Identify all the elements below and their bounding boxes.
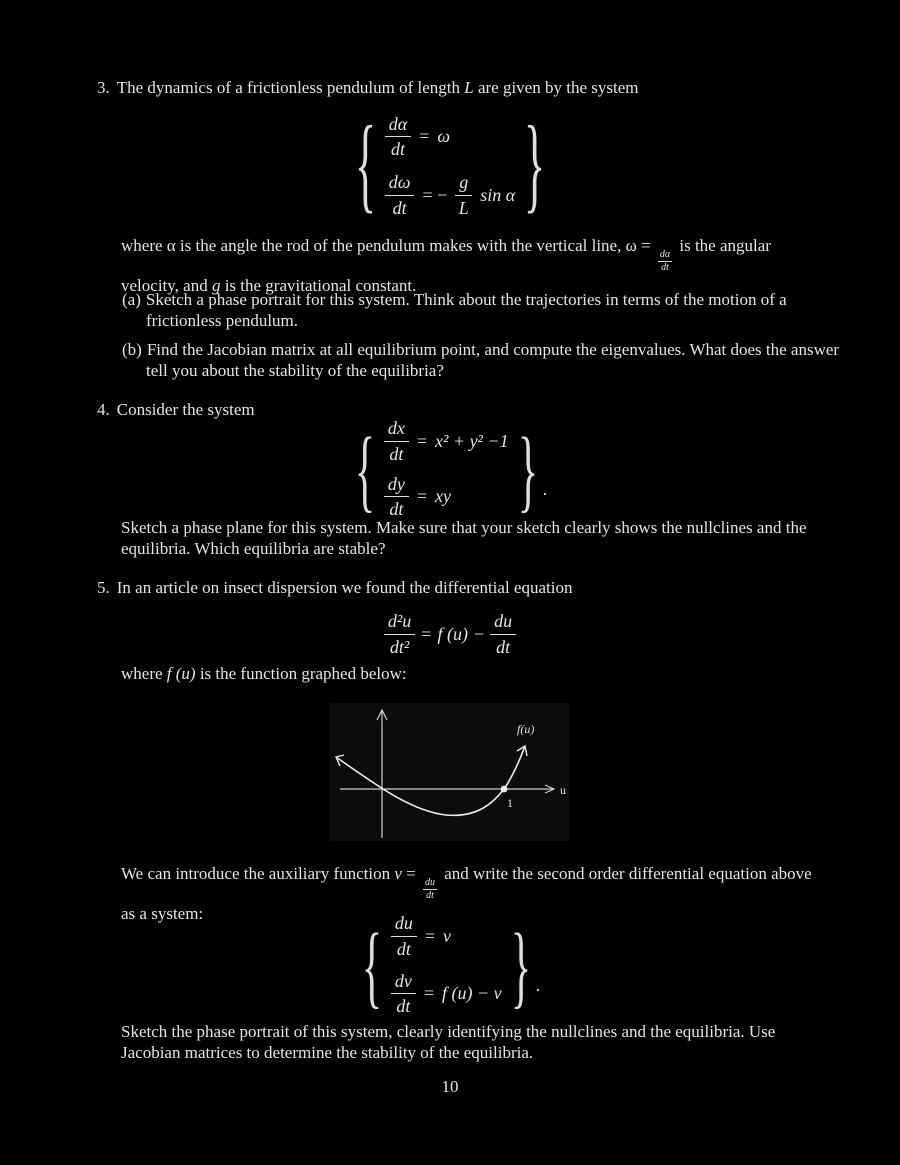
problem-5-where-line [121, 663, 721, 684]
equals-sign: = [416, 430, 428, 451]
where-f-text-2: is the function graphed below: [195, 664, 407, 683]
system-period: . [535, 974, 541, 995]
equation-dx-dt [384, 418, 509, 464]
left-brace: { [361, 913, 383, 1017]
var-g: g [211, 276, 221, 295]
equation-rows [391, 913, 502, 1017]
equation-rows [385, 114, 516, 219]
f-u-minus-v-term: f (u) − v [442, 983, 502, 1004]
equals-minus-sign: = − [422, 184, 448, 205]
root-point-label: 1 [507, 796, 513, 810]
left-brace: { [354, 106, 376, 224]
f-of-u: f (u) [166, 664, 196, 683]
f-u-graph [330, 703, 570, 841]
pendulum-equation-system [0, 106, 900, 224]
x-axis-label: u [560, 783, 566, 797]
f-of-u-term: f (u) [437, 623, 468, 644]
system-period: . [542, 478, 548, 499]
fraction-dx-dt: $\frac{dx}{dt}$ [384, 418, 409, 464]
equation-du-dt [391, 913, 502, 959]
problem-5-equation-system [0, 913, 900, 1017]
where-text-3: is the gravitational constant. [220, 276, 417, 295]
part-b-text: Find the Jacobian matrix at all equilibrium point, and compute the eigenvalues. What does the answer tell you about the stability of the equilibria? [146, 340, 840, 380]
root-point-marker [501, 786, 508, 793]
where-text-2: is the angular velocity, and [121, 236, 771, 295]
aux-equals: = [401, 864, 421, 883]
right-brace: } [517, 417, 538, 521]
equals-sign: = [424, 925, 436, 946]
part-a-text: Sketch a phase portrait for this system. Think about the trajectories in terms of the motion of a frictionless pendulum. [145, 290, 787, 330]
sin-alpha-term: sin α [480, 184, 516, 205]
fraction-dv-dt: $\frac{dv}{dt}$ [391, 971, 416, 1017]
fraction-dy-dt: $\frac{dy}{dt}$ [384, 474, 409, 520]
equals-sign: = [423, 983, 435, 1004]
var-L: L [464, 78, 474, 97]
problem-4-intro: Consider the system [116, 400, 255, 419]
problem-3-part-a [122, 289, 840, 331]
curve-label: f(u) [517, 722, 535, 736]
problem-3-intro-rest: are given by the system [473, 78, 639, 97]
fraction-du-dt: $\frac{du}{dt}$ [490, 611, 516, 657]
inline-fraction-du-dt: $\frac{du}{dt}$ [425, 877, 436, 901]
equation-dalpha-dt [385, 114, 516, 160]
problem-5-intro: In an article on insect dispersion we found the differential equation [116, 578, 573, 597]
minus-sign: − [473, 623, 485, 644]
aux-text-1: We can introduce the auxiliary function [121, 864, 395, 883]
equation-dv-dt [391, 971, 502, 1017]
problem-5-outro [121, 1021, 815, 1063]
problem-3-intro: The dynamics of a frictionless pendulum of length [116, 78, 465, 97]
fraction-g-L: $\frac{g}{L}$ [455, 172, 472, 218]
var-v: v [394, 864, 402, 883]
equation-rows [384, 418, 509, 520]
problem-4-number: 4. [97, 400, 110, 419]
fraction-dalpha-dt: $\frac{d\alpha}{dt}$ [385, 114, 411, 160]
aux-text-2: and write the second order differential equation above as a system: [121, 864, 812, 923]
insect-dispersion-equation [0, 606, 900, 662]
problem-4-outro [121, 517, 818, 559]
problem-4-outro-text: Sketch a phase plane for this system. Make sure that your sketch clearly shows the nullclines and the equilibria. Which equilibria are stable? [121, 518, 807, 558]
problem-3-part-b [122, 339, 840, 381]
xy-term: xy [435, 486, 452, 507]
left-brace: { [354, 417, 376, 521]
inline-fraction-dalpha-dt: $\frac{d\alpha}{dt}$ [659, 249, 671, 273]
equation-domega-dt [385, 172, 516, 218]
page-number [0, 1077, 900, 1097]
right-brace: } [510, 913, 531, 1017]
equals-sign: = [419, 126, 430, 147]
x2-y2-term: x² + y² −1 [435, 430, 509, 451]
problem-5-outro-text: Sketch the phase portrait of this system, clearly identifying the nullclines and the equilibria. Use Jacobian matrices to determine the stability of the equilibria. [121, 1022, 776, 1062]
part-a-label: (a) [122, 290, 141, 309]
where-f-text-1: where [121, 664, 167, 683]
fraction-d2u-dt2: $\frac{\text{d²u}}{\text{dt²}}$ [384, 611, 415, 657]
page-number-text: 10 [441, 1077, 459, 1096]
fraction-domega-dt: $\frac{d\omega}{dt}$ [385, 172, 415, 218]
problem-3-number: 3. [97, 78, 110, 97]
equals-sign: = [416, 486, 428, 507]
problem-3-heading [97, 77, 847, 98]
fraction-du-dt: $\frac{du}{dt}$ [391, 913, 417, 959]
problem-5-heading [97, 577, 837, 598]
equals-sign: = [421, 623, 432, 644]
where-text-1: where α is the angle the rod of the pendulum makes with the vertical line, ω = [121, 236, 655, 255]
omega-term: ω [437, 126, 451, 147]
right-brace: } [524, 106, 546, 224]
equation-dy-dt [384, 474, 509, 520]
v-term: v [443, 925, 452, 946]
problem-5-number: 5. [97, 578, 110, 597]
problem-4-equation-system [0, 417, 900, 521]
part-b-label: (b) [122, 340, 142, 359]
problem-4-heading [97, 399, 837, 420]
